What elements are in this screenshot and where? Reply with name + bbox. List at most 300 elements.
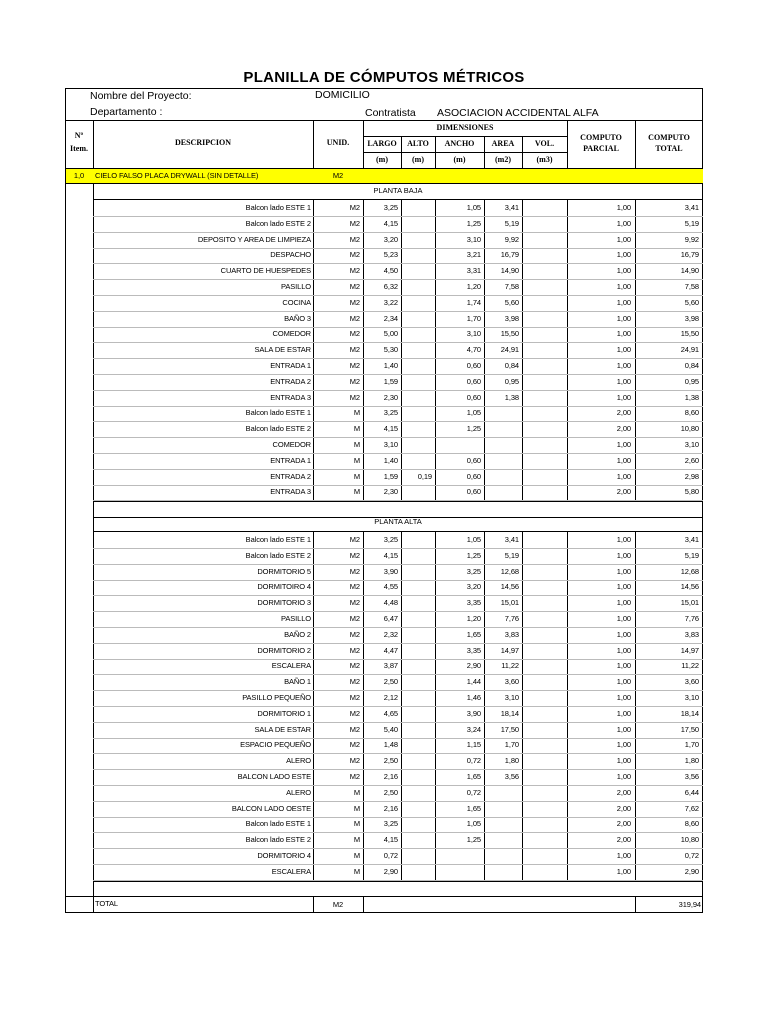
item-unit: M2 [332, 171, 344, 180]
cell-unit: M2 [349, 677, 360, 687]
cell-ancho: 1,20 [466, 614, 481, 623]
cell-alto [401, 375, 432, 389]
cell-total: 2,90 [684, 866, 699, 876]
cell-area: 11,22 [501, 661, 519, 671]
cell-ancho: 3,90 [466, 708, 481, 718]
grid-h-line [93, 199, 703, 200]
cell-alto [401, 628, 432, 642]
cell-alto [401, 248, 432, 262]
cell-area: 12,68 [500, 566, 519, 576]
cell-total: 6,44 [684, 787, 699, 797]
cell-ancho: 1,70 [466, 313, 481, 323]
cell-parcial: 1,00 [616, 598, 631, 608]
cell-total: 12,68 [680, 566, 699, 576]
cell-desc: DORMITORIO 5 [257, 566, 311, 576]
cell-area: 7,76 [504, 614, 519, 623]
unit-alto: (m) [412, 155, 424, 164]
cell-ancho: 1,25 [466, 218, 481, 228]
cell-vol [522, 707, 564, 721]
cell-total: 3,60 [684, 677, 699, 687]
cell-total: 14,90 [680, 266, 699, 276]
cell-parcial: 1,00 [616, 851, 631, 860]
cell-largo: 3,25 [383, 203, 398, 212]
cell-total: 18,14 [680, 708, 699, 718]
cell-ancho: 3,10 [466, 329, 481, 339]
cell-alto: 0,19 [417, 471, 432, 481]
cell-unit: M2 [349, 772, 360, 781]
cell-area: 1,38 [504, 392, 519, 402]
col-total-2: TOTAL [655, 144, 683, 153]
cell-vol [522, 422, 564, 436]
section-planta-baja: PLANTA BAJA [373, 186, 423, 195]
cell-total: 0,95 [684, 376, 699, 386]
cell-largo: 2,30 [383, 487, 398, 497]
cell-unit: M2 [349, 218, 360, 228]
grid-h-line [363, 152, 567, 153]
cell-ancho: 0,72 [466, 787, 481, 797]
cell-area: 24,91 [500, 345, 519, 355]
cell-area: 0,84 [504, 361, 519, 370]
cell-total: 1,70 [684, 740, 699, 750]
cell-vol [522, 359, 564, 373]
cell-area: 14,56 [500, 582, 519, 592]
project-value: DOMICILIO [315, 89, 370, 101]
cell-ancho: 4,70 [466, 345, 481, 355]
cell-ancho: 0,60 [466, 471, 481, 481]
grid-h-line [93, 881, 703, 882]
cell-desc: ALERO [286, 787, 311, 797]
cell-parcial: 2,00 [616, 787, 631, 797]
row-divider [93, 880, 703, 881]
cell-total: 14,97 [680, 645, 699, 655]
cell-parcial: 1,00 [616, 440, 631, 449]
cell-unit: M2 [349, 740, 360, 750]
cell-vol [522, 659, 564, 673]
cell-unit: M2 [349, 250, 360, 260]
cell-ancho: 1,74 [466, 297, 481, 307]
cell-unit: M [353, 835, 360, 845]
cell-area: 18,14 [500, 708, 519, 718]
cell-ancho: 0,60 [466, 361, 481, 370]
cell-unit: M [353, 455, 360, 465]
cell-ancho: 1,05 [466, 408, 481, 418]
cell-alto [401, 359, 432, 373]
cell-desc: ENTRADA 3 [270, 392, 311, 402]
cell-area [484, 849, 519, 863]
cell-total: 3,56 [684, 772, 699, 781]
cell-unit: M2 [349, 376, 360, 386]
cell-ancho [435, 438, 481, 452]
cell-unit: M2 [349, 693, 360, 702]
cell-alto [401, 280, 432, 294]
cell-largo: 2,16 [383, 803, 398, 813]
cell-largo: 5,23 [383, 250, 398, 260]
cell-ancho [435, 865, 481, 879]
cell-largo: 2,90 [383, 866, 398, 876]
cell-largo: 2,12 [383, 693, 398, 702]
cell-parcial: 1,00 [616, 772, 631, 781]
cell-area: 16,79 [500, 250, 519, 260]
cell-ancho: 3,10 [466, 234, 481, 244]
cell-alto [401, 786, 432, 800]
col-dimensions: DIMENSIONES [436, 123, 494, 132]
cell-largo: 6,32 [383, 282, 398, 291]
cell-vol [522, 533, 564, 547]
cell-vol [522, 343, 564, 357]
cell-unit: M2 [349, 392, 360, 402]
cell-desc: PASILLO [280, 282, 311, 291]
cell-area: 0,95 [504, 376, 519, 386]
cell-largo: 3,25 [383, 408, 398, 418]
cell-total: 7,62 [684, 803, 699, 813]
cell-ancho: 2,90 [466, 661, 481, 671]
cell-parcial: 1,00 [616, 266, 631, 276]
cell-unit: M2 [349, 266, 360, 276]
cell-largo: 3,25 [383, 819, 398, 829]
cell-ancho: 1,65 [466, 772, 481, 781]
cell-unit: M2 [349, 566, 360, 576]
cell-alto [401, 485, 432, 499]
unit-area: (m2) [495, 155, 511, 164]
cell-desc: BAÑO 1 [284, 677, 311, 687]
cell-area [484, 438, 519, 452]
cell-alto [401, 217, 432, 231]
cell-parcial: 2,00 [616, 424, 631, 434]
cell-total: 1,80 [684, 756, 699, 766]
cell-area [484, 833, 519, 847]
cell-desc: PASILLO [280, 614, 311, 623]
cell-alto [401, 849, 432, 863]
cell-ancho: 1,65 [466, 629, 481, 639]
cell-vol [522, 296, 564, 310]
cell-vol [522, 675, 564, 689]
cell-unit: M [353, 866, 360, 876]
cell-ancho: 0,60 [466, 376, 481, 386]
cell-ancho: 1,25 [466, 550, 481, 560]
cell-alto [401, 865, 432, 879]
cell-ancho: 1,15 [466, 740, 481, 750]
cell-vol [522, 786, 564, 800]
cell-area: 7,58 [504, 282, 519, 291]
cell-total: 15,01 [680, 598, 699, 608]
cell-total: 3,10 [684, 440, 699, 449]
cell-alto [401, 201, 432, 215]
unit-vol: (m3) [536, 155, 553, 164]
cell-unit: M2 [349, 297, 360, 307]
cell-total: 3,41 [684, 535, 699, 544]
cell-parcial: 1,00 [616, 297, 631, 307]
cell-alto [401, 565, 432, 579]
contractor-label: Contratista [365, 107, 416, 119]
cell-vol [522, 233, 564, 247]
project-label: Nombre del Proyecto: [90, 90, 192, 102]
cell-parcial: 1,00 [616, 250, 631, 260]
item-description: CIELO FALSO PLACA DRYWALL (SIN DETALLE) [95, 171, 259, 180]
col-area: AREA [491, 139, 515, 148]
cell-vol [522, 201, 564, 215]
cell-parcial: 1,00 [616, 550, 631, 560]
cell-total: 3,10 [684, 693, 699, 702]
cell-vol [522, 723, 564, 737]
section-planta-alta: PLANTA ALTA [374, 517, 422, 526]
cell-largo: 4,50 [383, 266, 398, 276]
cell-ancho: 0,60 [466, 487, 481, 497]
cell-alto [401, 802, 432, 816]
cell-vol [522, 628, 564, 642]
col-total-1: COMPUTO [648, 133, 690, 142]
cell-area: 3,60 [504, 677, 519, 687]
cell-vol [522, 691, 564, 705]
cell-parcial: 2,00 [616, 803, 631, 813]
cell-vol [522, 565, 564, 579]
cell-largo: 3,87 [383, 661, 398, 671]
cell-unit: M [353, 787, 360, 797]
cell-unit: M2 [349, 203, 360, 212]
cell-ancho: 1,20 [466, 282, 481, 291]
cell-unit: M2 [349, 582, 360, 592]
cell-area: 3,56 [504, 772, 519, 781]
cell-area [484, 817, 519, 831]
cell-alto [401, 833, 432, 847]
cell-desc: DORMITORIO 3 [257, 598, 311, 608]
cell-parcial: 1,00 [616, 629, 631, 639]
cell-desc: SALA DE ESTAR [254, 345, 311, 355]
cell-vol [522, 596, 564, 610]
col-alto: ALTO [407, 139, 429, 148]
cell-ancho: 3,24 [466, 724, 481, 734]
cell-alto [401, 580, 432, 594]
cell-desc: ENTRADA 3 [270, 487, 311, 497]
cell-desc: ESPACIO PEQUEÑO [240, 740, 311, 750]
cell-alto [401, 675, 432, 689]
cell-unit: M2 [349, 345, 360, 355]
col-largo: LARGO [367, 139, 397, 148]
cell-unit: M2 [349, 234, 360, 244]
cell-vol [522, 454, 564, 468]
cell-alto [401, 723, 432, 737]
cell-largo: 3,10 [383, 440, 398, 449]
cell-ancho: 1,05 [466, 203, 481, 212]
cell-desc: ESCALERA [271, 866, 311, 876]
cell-largo: 3,25 [383, 535, 398, 544]
cell-total: 0,72 [684, 851, 699, 860]
cell-total: 24,91 [680, 345, 699, 355]
cell-total: 10,80 [680, 835, 699, 845]
cell-desc: DORMITORIO 2 [257, 645, 311, 655]
cell-area: 5,19 [504, 550, 519, 560]
cell-ancho: 3,21 [466, 250, 481, 260]
cell-parcial: 1,00 [616, 724, 631, 734]
cell-area [484, 422, 519, 436]
cell-desc: ALERO [286, 756, 311, 766]
cell-unit: M2 [349, 708, 360, 718]
col-parcial-2: PARCIAL [583, 144, 619, 153]
total-value: 319,94 [678, 900, 701, 909]
cell-unit: M [353, 424, 360, 434]
cell-unit: M [353, 487, 360, 497]
cell-total: 17,50 [680, 724, 699, 734]
cell-total: 2,60 [684, 455, 699, 465]
cell-unit: M2 [349, 661, 360, 671]
cell-vol [522, 833, 564, 847]
cell-parcial: 2,00 [616, 408, 631, 418]
cell-total: 8,60 [684, 408, 699, 418]
cell-largo: 1,48 [383, 740, 398, 750]
department-label: Departamento : [90, 106, 163, 118]
cell-desc: DESPACHO [270, 250, 311, 260]
cell-largo: 5,40 [383, 724, 398, 734]
cell-ancho: 3,35 [466, 645, 481, 655]
cell-vol [522, 470, 564, 484]
cell-largo: 2,30 [383, 392, 398, 402]
cell-alto [401, 659, 432, 673]
unit-ancho: (m) [453, 155, 466, 164]
cell-parcial: 1,00 [616, 218, 631, 228]
cell-ancho: 3,31 [466, 266, 481, 276]
cell-alto [401, 233, 432, 247]
cell-largo: 4,55 [383, 582, 398, 592]
cell-largo: 3,22 [383, 297, 398, 307]
cell-area: 1,70 [504, 740, 519, 750]
cell-vol [522, 280, 564, 294]
cell-desc: Balcon lado ESTE 2 [245, 218, 311, 228]
cell-alto [401, 770, 432, 784]
cell-desc: ESCALERA [271, 661, 311, 671]
cell-largo: 3,20 [383, 234, 398, 244]
cell-unit: M [353, 851, 360, 860]
cell-vol [522, 485, 564, 499]
cell-total: 2,98 [684, 471, 699, 481]
cell-parcial: 2,00 [616, 487, 631, 497]
cell-largo: 2,50 [383, 677, 398, 687]
cell-vol [522, 612, 564, 626]
col-description: DESCRIPCION [174, 138, 231, 147]
cell-desc: Balcon lado ESTE 1 [245, 535, 311, 544]
cell-total: 5,19 [684, 550, 699, 560]
cell-area [484, 485, 519, 499]
cell-total: 7,76 [684, 614, 699, 623]
cell-vol [522, 438, 564, 452]
cell-unit: M2 [349, 614, 360, 623]
cell-ancho: 3,25 [466, 566, 481, 576]
cell-largo: 2,16 [383, 772, 398, 781]
cell-parcial: 1,00 [616, 376, 631, 386]
col-item-number: Nº [74, 131, 84, 140]
cell-unit: M2 [349, 598, 360, 608]
cell-ancho: 1,65 [466, 803, 481, 813]
cell-largo: 1,59 [383, 471, 398, 481]
cell-parcial: 1,00 [616, 392, 631, 402]
cell-alto [401, 817, 432, 831]
cell-vol [522, 312, 564, 326]
cell-unit: M [353, 803, 360, 813]
cell-desc: PASILLO PEQUEÑO [242, 693, 311, 702]
cell-unit: M2 [349, 724, 360, 734]
cell-alto [401, 738, 432, 752]
cell-area [484, 786, 519, 800]
cell-largo: 1,59 [383, 376, 398, 386]
cell-parcial: 1,00 [616, 677, 631, 687]
total-unit: M2 [332, 900, 344, 909]
cell-parcial: 1,00 [616, 282, 631, 291]
cell-largo: 1,40 [383, 361, 398, 370]
cell-largo: 4,48 [383, 598, 398, 608]
cell-ancho: 0,60 [466, 392, 481, 402]
cell-alto [401, 454, 432, 468]
cell-total: 10,80 [680, 424, 699, 434]
cell-desc: BAÑO 3 [284, 313, 311, 323]
cell-alto [401, 549, 432, 563]
cell-ancho: 1,44 [466, 677, 481, 687]
cell-vol [522, 644, 564, 658]
cell-largo: 2,50 [383, 787, 398, 797]
cell-alto [401, 422, 432, 436]
cell-desc: DORMITORIO 1 [257, 708, 311, 718]
cell-area: 5,19 [504, 218, 519, 228]
cell-area: 1,80 [504, 756, 519, 766]
cell-vol [522, 865, 564, 879]
cell-unit: M [353, 440, 360, 449]
cell-total: 16,79 [680, 250, 699, 260]
cell-area: 14,90 [500, 266, 519, 276]
col-item-label: Item. [70, 144, 88, 153]
cell-parcial: 1,00 [616, 708, 631, 718]
cell-area: 9,92 [504, 234, 519, 244]
cell-area [484, 454, 519, 468]
cell-alto [401, 312, 432, 326]
cell-desc: Balcon lado ESTE 1 [245, 819, 311, 829]
cell-area [484, 470, 519, 484]
cell-parcial: 1,00 [616, 234, 631, 244]
cell-desc: Balcon lado ESTE 1 [245, 408, 311, 418]
cell-vol [522, 849, 564, 863]
cell-unit: M2 [349, 282, 360, 291]
cell-parcial: 2,00 [616, 819, 631, 829]
cell-ancho: 0,72 [466, 756, 481, 766]
cell-vol [522, 549, 564, 563]
cell-desc: ENTRADA 1 [270, 455, 311, 465]
cell-largo: 1,40 [383, 455, 398, 465]
cell-total: 1,38 [684, 392, 699, 402]
cell-parcial: 1,00 [616, 866, 631, 876]
cell-alto [401, 707, 432, 721]
cell-total: 3,41 [684, 203, 699, 212]
cell-desc: Balcon lado ESTE 2 [245, 550, 311, 560]
cell-largo: 4,15 [383, 550, 398, 560]
cell-vol [522, 327, 564, 341]
cell-alto [401, 406, 432, 420]
cell-parcial: 1,00 [616, 535, 631, 544]
cell-unit: M2 [349, 645, 360, 655]
cell-parcial: 1,00 [616, 361, 631, 370]
cell-unit: M2 [349, 535, 360, 544]
grid-v-line [363, 896, 364, 913]
cell-desc: BAÑO 2 [284, 629, 311, 639]
cell-vol [522, 264, 564, 278]
cell-largo: 4,15 [383, 218, 398, 228]
cell-vol [522, 802, 564, 816]
cell-unit: M2 [349, 313, 360, 323]
cell-vol [522, 391, 564, 405]
cell-area: 15,01 [500, 598, 519, 608]
cell-area: 15,50 [500, 329, 519, 339]
cell-vol [522, 580, 564, 594]
cell-largo: 2,34 [383, 313, 398, 323]
cell-desc: CUARTO DE HUESPEDES [220, 266, 311, 276]
cell-ancho: 1,05 [466, 535, 481, 544]
cell-parcial: 1,00 [616, 471, 631, 481]
cell-area [484, 802, 519, 816]
